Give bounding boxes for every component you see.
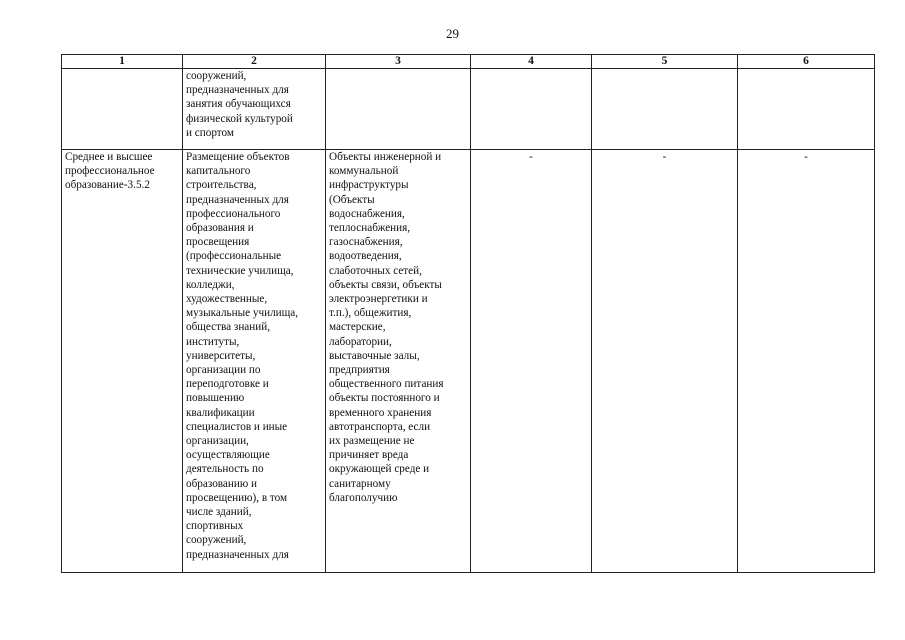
table-cell: [592, 69, 738, 150]
column-header-2: 2: [183, 55, 326, 69]
column-header-3: 3: [326, 55, 471, 69]
table-cell: сооружений, предназначенных для занятия обучающихся физической культурой и спортом: [183, 69, 326, 150]
table-cell: -: [592, 150, 738, 573]
land-use-type-cell: Среднее и высшее профессиональное образование-3.5.2: [62, 150, 183, 573]
page-number: 29: [446, 26, 459, 41]
regulation-table: [61, 54, 875, 573]
table-cell: [62, 69, 183, 150]
table-cell: -: [738, 150, 875, 573]
column-header-1: 1: [62, 55, 183, 69]
column-header-5: 5: [592, 55, 738, 69]
description-cell: Размещение объектов капитального строительства, предназначенных для профессионального образования и просвещения (профессиональные технические училища, колледжи, художественные, музыкальные училища, общества знаний, институты, университеты, организации по переподготовке и повышению квалификации специалистов и иные организации, осуществляющие деятельность по образованию и просвещению), в том числе зданий, спортивных сооружений, предназначенных для: [183, 150, 326, 573]
table-cell: [738, 69, 875, 150]
column-header-4: 4: [471, 55, 592, 69]
table-header-row: [62, 55, 875, 69]
table-cell: [326, 69, 471, 150]
table-row: [62, 69, 875, 150]
table-cell: [471, 69, 592, 150]
table-row: [62, 150, 875, 573]
column-header-6: 6: [738, 55, 875, 69]
auxiliary-uses-cell: Объекты инженерной и коммунальной инфраструктуры (Объекты водоснабжения, теплоснабжения, газоснабжения, водоотведения, слаботочных сетей, объекты связи, объекты электроэнергетики и т.п.), общежития, мастерские, лаборатории, выставочные залы, предприятия общественного питания объекты постоянного и временного хранения автотранспорта, если их размещение не причиняет вреда окружающей среде и санитарному благополучию: [326, 150, 471, 573]
table-cell: -: [471, 150, 592, 573]
